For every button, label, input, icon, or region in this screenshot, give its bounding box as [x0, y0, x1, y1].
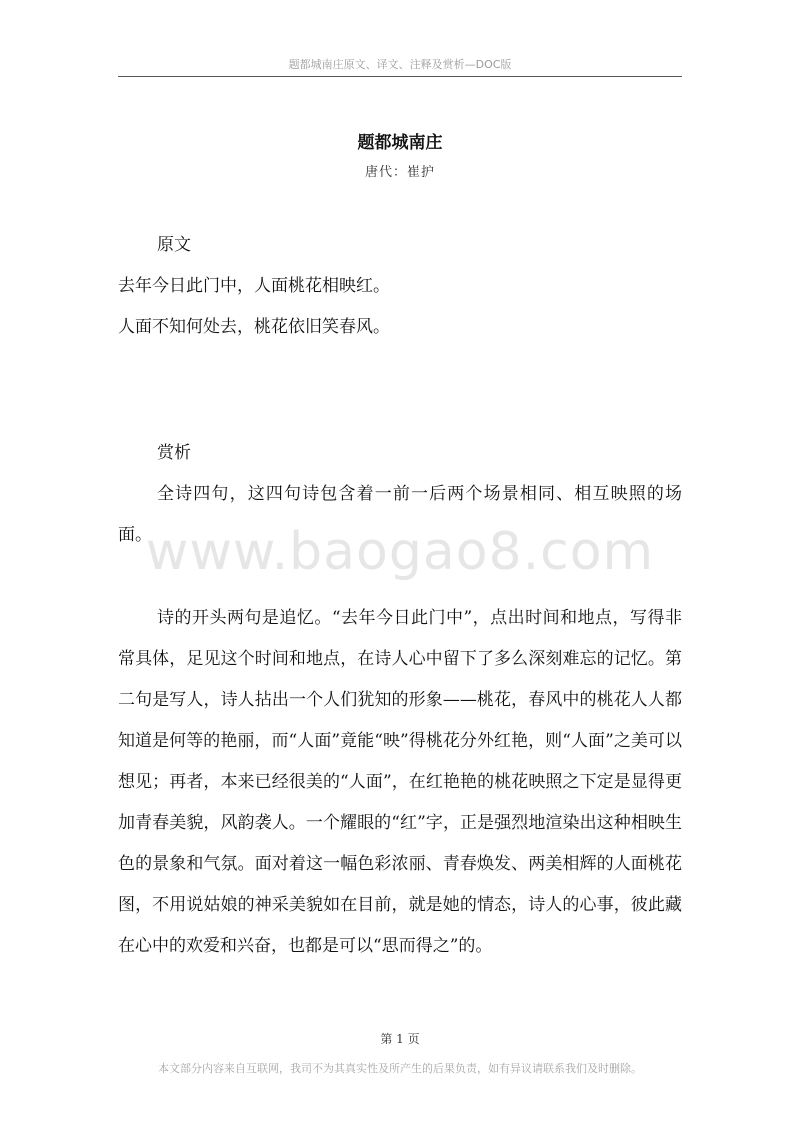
footer-disclaimer: 本文部分内容来自互联网，我司不为其真实性及所产生的后果负责，如有异议请联系我们及时删除。: [158, 1062, 642, 1075]
poem-author: 唐代：崔护: [364, 165, 435, 180]
watermark: www.baogao8.com: [145, 522, 655, 582]
poem-line-2: 人面不知何处去，桃花依旧笑春风。: [118, 317, 390, 337]
page-number: 第 1 页: [380, 1032, 420, 1046]
poem-title: 题都城南庄: [357, 133, 443, 153]
appreciation-paragraph-2: 诗的开头两句是追忆。“去年今日此门中”，点出时间和地点，写得非常具体，足见这个时间和地点，在诗人心中留下了多么深刻难忘的记忆。第二句是写人，诗人拈出一个人们犹知的形象——桃花，春风中的桃花人人都知道是何等的艳丽，而“人面”竟能“映”得桃花分外红艳，则“人面”之美可以想见；再者，本来已经很美的“人面”，在红艳艳的桃花映照之下定是显得更加青春美貌，风韵袭人。一个耀眼的“红”字，正是强烈地渲染出这种相映生色的景象和气氛。面对着这一幅色彩浓丽、青春焕发、两美相辉的人面桃花图，不用说姑娘的神采美貌如在目前，就是她的情态，诗人的心事，彼此藏在心中的欢爱和兴奋，也都是可以“思而得之”的。: [118, 608, 682, 956]
page-header: 题都城南庄原文、译文、注释及赏析—DOC版: [288, 58, 512, 71]
header-divider: [118, 76, 682, 77]
poem-line-1: 去年今日此门中，人面桃花相映红。: [118, 276, 390, 296]
appreciation-paragraph-1: 全诗四句，这四句诗包含着一前一后两个场景相同、相互映照的场面。: [118, 484, 682, 545]
appreciation-heading: 赏析: [157, 443, 191, 463]
original-heading: 原文: [157, 235, 191, 255]
